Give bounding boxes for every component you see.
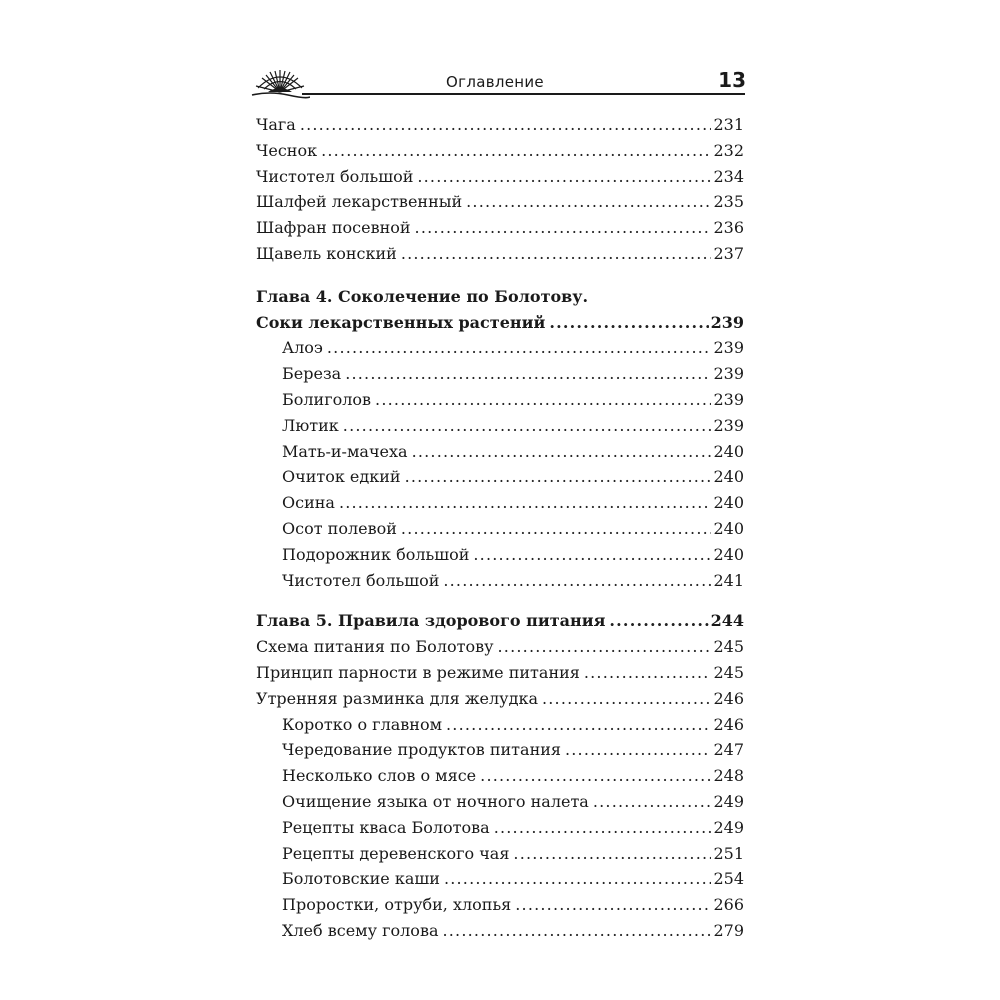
- toc-entry-page: 239: [713, 415, 744, 435]
- toc-entry-page: 254: [713, 869, 744, 889]
- toc-entry-title: Береза: [282, 364, 342, 384]
- toc-entry-page: 239: [713, 338, 744, 358]
- toc-entry-page: 234: [713, 166, 744, 186]
- dot-leader: [549, 310, 708, 336]
- toc-subentry[interactable]: [256, 516, 744, 542]
- toc-subentry[interactable]: [256, 361, 744, 387]
- dot-leader: [375, 387, 711, 413]
- toc-entry-title: Несколько слов о мясе: [282, 766, 477, 786]
- toc-subentry[interactable]: [256, 490, 744, 516]
- toc-section-chapter-5: [256, 608, 744, 943]
- toc-subentry[interactable]: [256, 815, 744, 841]
- toc-subentry[interactable]: [256, 918, 744, 944]
- toc-subentry[interactable]: [256, 568, 744, 594]
- toc-entry-page: 241: [713, 570, 744, 590]
- toc-entry-title: Схема питания по Болотову: [256, 637, 494, 657]
- toc-entry-title: Щавель конский: [256, 243, 397, 263]
- toc-entry-title: Болиголов: [282, 389, 372, 409]
- toc-subentry[interactable]: [256, 542, 744, 568]
- toc-entry-page: 251: [713, 843, 744, 863]
- toc-entry-title: Мать-и-мачеха: [282, 441, 408, 461]
- toc-entry[interactable]: [256, 634, 744, 660]
- chapter-heading-entry[interactable]: [256, 608, 744, 634]
- toc-entry-title: Рецепты кваса Болотова: [282, 817, 490, 837]
- toc-entry-title: Рецепты деревенского чая: [282, 843, 510, 863]
- toc-entry[interactable]: [256, 241, 744, 267]
- dot-leader: [565, 737, 711, 763]
- toc-subentry[interactable]: [256, 387, 744, 413]
- dot-leader: [401, 516, 712, 542]
- toc-entry-title: Осина: [282, 493, 335, 513]
- dot-leader: [446, 712, 711, 738]
- toc-entry-title: Проростки, отруби, хлопья: [282, 895, 512, 915]
- toc-entry-page: 249: [713, 817, 744, 837]
- toc-entry-title: Чистотел большой: [282, 570, 440, 590]
- dot-leader: [480, 763, 711, 789]
- toc-subentry[interactable]: [256, 892, 744, 918]
- toc-entry-title: Хлеб всему голова: [282, 920, 439, 940]
- toc-entry-title: Шафран посевной: [256, 218, 411, 238]
- toc-entry-title: Алоэ: [282, 338, 323, 358]
- toc-entry[interactable]: [256, 215, 744, 241]
- toc-entry-page: 232: [713, 140, 744, 160]
- toc-entry-title: Принцип парности в режиме питания: [256, 662, 580, 682]
- toc-entry-page: 240: [713, 467, 744, 487]
- toc-entry[interactable]: [256, 164, 744, 190]
- dot-leader: [327, 335, 712, 361]
- dot-leader: [473, 542, 711, 568]
- dot-leader: [444, 866, 712, 892]
- dot-leader: [442, 918, 711, 944]
- page-header: [240, 58, 750, 108]
- dot-leader: [513, 841, 711, 867]
- toc-entry-title: Болотовские каши: [282, 869, 440, 889]
- dot-leader: [494, 815, 712, 841]
- toc-subentry[interactable]: [256, 712, 744, 738]
- toc-entry[interactable]: [256, 660, 744, 686]
- toc-entry-page: 248: [713, 766, 744, 786]
- dot-leader: [584, 660, 712, 686]
- chapter-title: Глава 4. Соколечение по Болотову.: [256, 286, 589, 306]
- dot-leader: [593, 789, 712, 815]
- dot-leader: [542, 686, 711, 712]
- toc-entry-title: Утренняя разминка для желудка: [256, 688, 538, 708]
- toc-entry[interactable]: [256, 112, 744, 138]
- dot-leader: [498, 634, 712, 660]
- dot-leader: [443, 568, 711, 594]
- toc-entry-title: Чистотел большой: [256, 166, 414, 186]
- toc-entry-title: Очищение языка от ночного налета: [282, 791, 589, 811]
- dot-leader: [417, 164, 711, 190]
- toc-entry-page: 240: [713, 518, 744, 538]
- toc-entry-title: Подорожник большой: [282, 544, 470, 564]
- table-of-contents: [256, 112, 744, 944]
- toc-subentry[interactable]: [256, 866, 744, 892]
- toc-entry-page: 240: [713, 544, 744, 564]
- dot-leader: [401, 241, 712, 267]
- toc-entry-page: 244: [710, 611, 744, 631]
- toc-subentry[interactable]: [256, 789, 744, 815]
- toc-entry-page: 231: [713, 115, 744, 134]
- toc-entry[interactable]: [256, 189, 744, 215]
- running-title: Оглавление: [446, 73, 544, 91]
- toc-entry-page: 247: [713, 740, 744, 760]
- toc-entry-page: 249: [713, 791, 744, 811]
- toc-entry-title: Чеснок: [256, 140, 318, 160]
- toc-entry-title: Осот полевой: [282, 518, 397, 538]
- toc-entry-page: 235: [713, 192, 744, 212]
- dot-leader: [321, 138, 711, 164]
- toc-entry-page: 239: [713, 364, 744, 384]
- toc-entry-title: Глава 5. Правила здорового питания: [256, 611, 606, 631]
- toc-entry-page: 240: [713, 441, 744, 461]
- dot-leader: [343, 413, 712, 439]
- toc-subentry[interactable]: [256, 335, 744, 361]
- toc-subentry[interactable]: [256, 737, 744, 763]
- toc-entry-page: 279: [713, 920, 744, 940]
- toc-section-chapter-4: [256, 284, 744, 594]
- toc-subentry[interactable]: [256, 464, 744, 490]
- dot-leader: [412, 439, 712, 465]
- toc-subentry[interactable]: [256, 439, 744, 465]
- toc-entry-page: 239: [710, 312, 744, 332]
- dot-leader: [415, 215, 712, 241]
- toc-entry-page: 237: [713, 243, 744, 263]
- page-number: 13: [718, 68, 746, 92]
- toc-entry-title: Соки лекарственных растений: [256, 312, 546, 332]
- dot-leader: [609, 608, 708, 634]
- dot-leader: [300, 112, 712, 138]
- toc-entry-title: Шалфей лекарственный: [256, 192, 463, 212]
- toc-entry-page: 266: [713, 895, 744, 915]
- toc-section-plants: [256, 112, 744, 267]
- toc-subentry[interactable]: [256, 841, 744, 867]
- toc-entry-title: Лютик: [282, 415, 339, 435]
- toc-entry-title: Очиток едкий: [282, 467, 401, 487]
- toc-entry-page: 245: [713, 637, 744, 657]
- dot-leader: [515, 892, 711, 918]
- toc-entry-title: Чередование продуктов питания: [282, 740, 561, 760]
- toc-entry-title: Коротко о главном: [282, 714, 443, 734]
- toc-entry-page: 246: [713, 688, 744, 708]
- toc-entry-page: 245: [713, 662, 744, 682]
- dot-leader: [405, 464, 712, 490]
- toc-entry-title: Чага: [256, 115, 296, 134]
- toc-subentry[interactable]: [256, 763, 744, 789]
- dot-leader: [466, 189, 711, 215]
- toc-entry-page: 240: [713, 493, 744, 513]
- chapter-heading-entry[interactable]: [256, 310, 744, 336]
- toc-entry-page: 236: [713, 218, 744, 238]
- toc-entry[interactable]: [256, 686, 744, 712]
- toc-entry[interactable]: [256, 138, 744, 164]
- dot-leader: [339, 490, 712, 516]
- dot-leader: [345, 361, 711, 387]
- toc-subentry[interactable]: [256, 413, 744, 439]
- toc-entry-page: 239: [713, 389, 744, 409]
- header-rule: [302, 93, 745, 95]
- toc-entry-page: 246: [713, 714, 744, 734]
